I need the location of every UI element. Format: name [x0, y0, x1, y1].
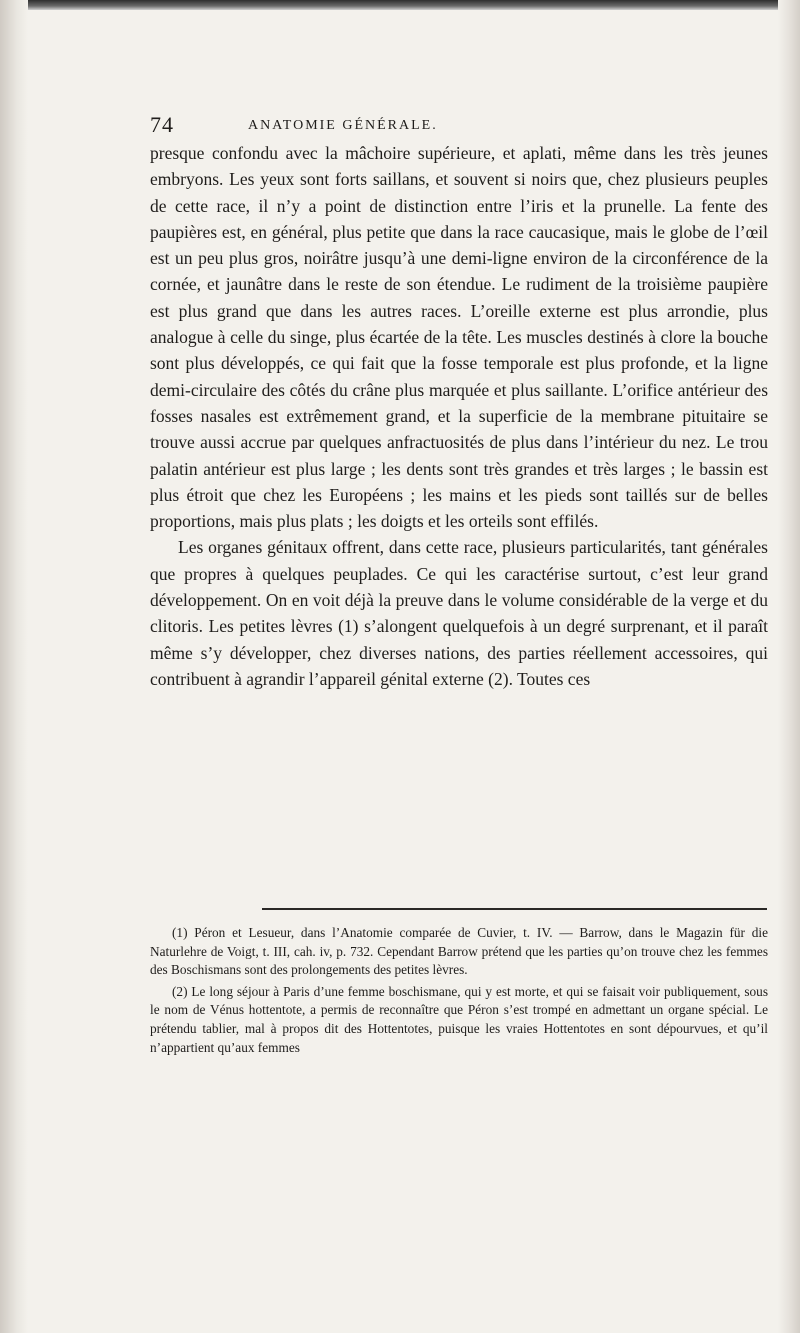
scan-right-edge — [778, 0, 800, 1333]
footnote-divider — [262, 908, 767, 910]
paragraph: Les organes génitaux offrent, dans cette race, plusieurs particularités, tant générales que propres à quelques peuplades. Ce qui les caractérise surtout, c’est leur grand développement. On en voit déjà la preuve dans le volume considérable de la verge et du clitoris. Les petites lèvres (1) s’alongent quelquefois à un degré surprenant, et il paraît même s’y développer, chez diverses nations, des parties réellement accessoires, qui contribuent à agrandir l’appareil génital externe (2). Toutes ces — [150, 537, 768, 689]
footnotes — [150, 924, 768, 1060]
scan-top-border — [0, 0, 800, 10]
footnote: (2) Le long séjour à Paris d’une femme boschismane, qui y est morte, et qui se faisait voir publiquement, sous le nom de Vénus hottentote, a permis de reconnaître que Péron s’est trompé en admettant un organe spécial. Le prétendu tablier, mal à propos dit des Hottentotes, puisque les vraies Hottentotes en sont dépourvues, et qu’il n’appartient qu’aux femmes — [150, 983, 768, 1055]
main-text — [150, 140, 768, 692]
scan-left-edge — [0, 0, 28, 1333]
page-header — [150, 112, 755, 138]
paragraph: presque confondu avec la mâchoire supérieure, et aplati, même dans les très jeunes embryons. Les yeux sont forts saillans, et souvent si noirs que, chez plusieurs peuples de cette race, il n’y a point de distinction entre l’iris et la prunelle. La fente des paupières est, en général, plus petite que dans la race caucasique, mais le globe de l’œil est un peu plus gros, noirâtre jusqu’à une demi-ligne environ de la circonférence de la cornée, et jaunâtre dans le reste de son étendue. Le rudiment de la troisième paupière est plus grand que dans les autres races. L’oreille externe est plus arrondie, plus analogue à celle du singe, plus écartée de la tête. Les muscles destinés à clore la bouche sont plus développés, ce qui fait que la fosse temporale est plus profonde, et la ligne demi-circulaire des côtés du crâne plus marquée et plus saillante. L’orifice antérieur des fosses nasales est extrêmement grand, et la superficie de la membrane pituitaire se trouve aussi accrue par quelques anfractuosités de plus dans l’intérieur du nez. Le trou palatin antérieur est plus large ; les dents sont très grandes et très larges ; le bassin est plus étroit que chez les Européens ; les mains et les pieds sont taillés sur de belles proportions, mais plus plats ; les doigts et les orteils sont effilés. — [150, 143, 768, 532]
running-title: ANATOMIE GÉNÉRALE. — [248, 118, 438, 133]
page-number: 74 — [150, 112, 174, 137]
footnote: (1) Péron et Lesueur, dans l’Anatomie comparée de Cuvier, t. IV. — Barrow, dans le Magazin für die Naturlehre de Voigt, t. III, cah. iv, p. 732. Cependant Barrow prétend que les parties qu’on trouve chez les femmes des Boschismans sont des prolongements des petites lèvres. — [150, 925, 768, 978]
